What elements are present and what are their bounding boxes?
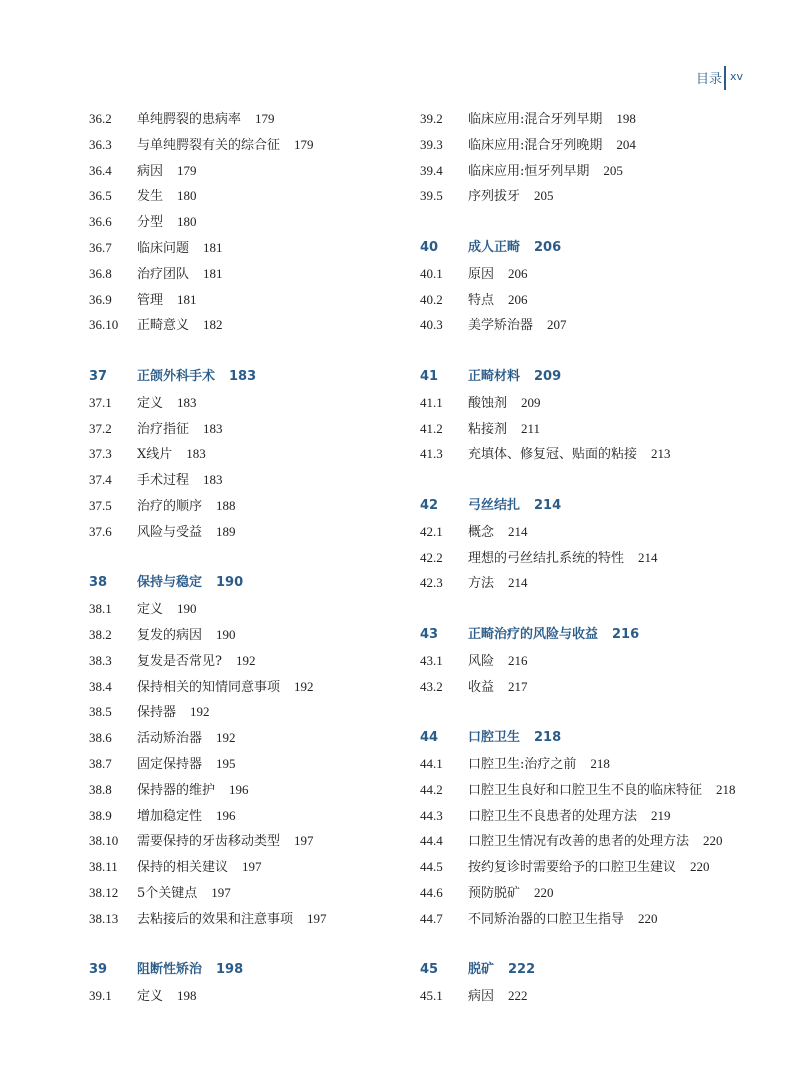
toc-entry-title: 临床应用:混合牙列晚期 bbox=[468, 137, 603, 153]
toc-entry[interactable] bbox=[420, 751, 750, 777]
toc-entry-page: 197 bbox=[211, 884, 231, 900]
toc-entry-page: 181 bbox=[203, 239, 223, 255]
toc-entry-number: 39.2 bbox=[420, 111, 443, 126]
toc-entry-page: 206 bbox=[534, 239, 562, 255]
toc-entry-title: 单纯腭裂的患病率 bbox=[137, 112, 242, 127]
toc-chapter-heading[interactable] bbox=[420, 493, 750, 519]
toc-entry-page: 222 bbox=[508, 988, 528, 1004]
section-spacer bbox=[420, 699, 750, 725]
toc-entry-page: 211 bbox=[521, 420, 541, 436]
toc-chapter-heading[interactable] bbox=[420, 622, 750, 648]
toc-entry-number: 40.2 bbox=[420, 291, 443, 307]
toc-entry-page: 190 bbox=[216, 626, 236, 642]
toc-entry-title: 收益 bbox=[468, 679, 495, 695]
toc-entry-number: 36.4 bbox=[89, 162, 112, 178]
toc-entry-title: 弓丝结扎 bbox=[468, 497, 521, 513]
toc-entry[interactable] bbox=[420, 132, 750, 158]
toc-entry-page: 220 bbox=[703, 833, 723, 849]
toc-entry-number: 39.3 bbox=[420, 136, 443, 152]
toc-entry-page: 190 bbox=[216, 575, 244, 591]
toc-entry[interactable] bbox=[89, 803, 429, 829]
toc-entry[interactable] bbox=[420, 416, 750, 442]
toc-entry-number: 37 bbox=[89, 368, 108, 384]
toc-entry-number: 38.7 bbox=[89, 755, 112, 771]
toc-entry-number: 41.2 bbox=[420, 420, 443, 436]
toc-entry-number: 42.2 bbox=[420, 549, 443, 565]
running-header bbox=[0, 66, 800, 90]
toc-entry-number: 44.5 bbox=[420, 859, 443, 875]
toc-entry-page: 218 bbox=[716, 781, 736, 797]
toc-entry-title: 特点 bbox=[468, 292, 495, 308]
toc-entry[interactable] bbox=[89, 416, 429, 442]
section-spacer bbox=[420, 596, 750, 622]
section-spacer bbox=[89, 545, 429, 571]
toc-entry-title: 阻断性矫治 bbox=[137, 962, 203, 978]
toc-entry[interactable] bbox=[89, 854, 429, 880]
header-page-number: xv bbox=[730, 70, 744, 83]
toc-entry[interactable] bbox=[89, 312, 429, 338]
toc-entry[interactable] bbox=[89, 906, 429, 932]
toc-entry-number: 36.5 bbox=[89, 188, 112, 204]
toc-entry[interactable] bbox=[89, 209, 429, 235]
toc-entry-number: 37.5 bbox=[89, 497, 112, 513]
toc-entry-title: 风险与受益 bbox=[137, 524, 203, 540]
toc-entry-title: 需要保持的牙齿移动类型 bbox=[137, 834, 281, 850]
toc-entry-page: 183 bbox=[186, 446, 206, 462]
toc-entry-page: 217 bbox=[508, 678, 528, 694]
toc-entry-title: 临床问题 bbox=[137, 240, 190, 256]
toc-chapter-heading[interactable] bbox=[89, 957, 429, 983]
section-spacer bbox=[420, 932, 750, 958]
toc-entry-title: 不同矫治器的口腔卫生指导 bbox=[468, 911, 625, 927]
section-spacer bbox=[89, 932, 429, 958]
toc-entry-page: 207 bbox=[547, 317, 567, 333]
toc-entry-page: 220 bbox=[690, 859, 710, 875]
toc-entry[interactable] bbox=[89, 467, 429, 493]
toc-entry-title: 临床应用:混合牙列早期 bbox=[468, 112, 603, 127]
toc-entry-page: 181 bbox=[177, 291, 197, 307]
toc-entry-title: 序列拔牙 bbox=[468, 189, 521, 205]
toc-entry-number: 38.4 bbox=[89, 678, 112, 694]
toc-entry-page: 179 bbox=[177, 162, 197, 178]
header-divider bbox=[724, 66, 726, 90]
toc-chapter-heading[interactable] bbox=[89, 570, 429, 596]
toc-entry-page: 183 bbox=[229, 368, 257, 384]
toc-chapter-heading[interactable] bbox=[420, 957, 750, 983]
toc-entry-number: 41.1 bbox=[420, 394, 443, 410]
toc-entry-title: 正畸意义 bbox=[137, 318, 190, 334]
toc-entry-number: 42 bbox=[420, 497, 439, 513]
toc-entry-page: 222 bbox=[508, 962, 536, 978]
toc-entry-number: 36.10 bbox=[89, 317, 119, 333]
toc-entry-page: 179 bbox=[255, 111, 275, 126]
toc-entry[interactable] bbox=[89, 132, 429, 158]
toc-entry-page: 179 bbox=[294, 136, 314, 152]
toc-entry[interactable] bbox=[89, 596, 429, 622]
toc-entry[interactable] bbox=[420, 519, 750, 545]
toc-entry-page: 192 bbox=[235, 652, 256, 668]
toc-entry-number: 44 bbox=[420, 730, 439, 746]
toc-entry-number: 42.1 bbox=[420, 523, 443, 539]
toc-entry-page: 214 bbox=[508, 575, 528, 591]
toc-entry-title: 管理 bbox=[137, 292, 164, 308]
toc-entry-page: 218 bbox=[534, 730, 562, 746]
toc-chapter-heading[interactable] bbox=[420, 235, 750, 261]
toc-entry-title: 增加稳定性 bbox=[137, 808, 203, 824]
toc-entry-number: 41.3 bbox=[420, 446, 443, 462]
toc-entry-title: 治疗团队 bbox=[137, 266, 190, 282]
toc-entry[interactable] bbox=[89, 519, 429, 545]
toc-chapter-heading[interactable] bbox=[420, 364, 750, 390]
toc-entry-page: 196 bbox=[216, 807, 236, 823]
toc-entry[interactable] bbox=[89, 777, 429, 803]
toc-entry-page: 183 bbox=[203, 472, 223, 488]
toc-entry[interactable] bbox=[89, 287, 429, 313]
toc-entry-page: 183 bbox=[203, 420, 223, 436]
toc-entry-number: 39.4 bbox=[420, 162, 443, 178]
toc-entry-title: 概念 bbox=[468, 524, 495, 540]
toc-entry-number: 38.11 bbox=[89, 859, 118, 875]
toc-entry-title: 保持器的维护 bbox=[137, 782, 216, 798]
toc-entry-title: 正畸治疗的风险与收益 bbox=[468, 626, 599, 642]
toc-entry-page: 205 bbox=[603, 162, 623, 178]
toc-chapter-heading[interactable] bbox=[420, 725, 750, 751]
toc-entry-page: 197 bbox=[242, 859, 262, 875]
toc-entry-number: 38 bbox=[89, 575, 108, 591]
toc-entry[interactable] bbox=[89, 648, 429, 674]
toc-entry[interactable] bbox=[89, 261, 429, 287]
toc-entry-page: 192 bbox=[216, 730, 236, 746]
toc-entry[interactable] bbox=[89, 235, 429, 261]
toc-entry-number: 37.4 bbox=[89, 472, 112, 488]
toc-entry-title: 与单纯腭裂有关的综合征 bbox=[137, 137, 281, 153]
toc-entry-number: 39.1 bbox=[89, 988, 112, 1004]
toc-entry-title: 病因 bbox=[468, 989, 495, 1005]
toc-entry-number: 38.3 bbox=[89, 652, 112, 668]
toc-entry-page: 206 bbox=[508, 291, 528, 307]
toc-entry[interactable] bbox=[420, 545, 750, 571]
toc-entry[interactable] bbox=[420, 854, 750, 880]
toc-entry-page: 216 bbox=[508, 652, 528, 668]
toc-entry-number: 44.2 bbox=[420, 781, 443, 797]
toc-entry-page: 181 bbox=[203, 265, 223, 281]
section-spacer bbox=[420, 209, 750, 235]
toc-entry-title: 定义 bbox=[137, 989, 164, 1005]
toc-entry[interactable] bbox=[420, 674, 750, 700]
toc-entry-number: 36.9 bbox=[89, 291, 112, 307]
toc-entry-page: 197 bbox=[294, 833, 314, 849]
toc-entry[interactable] bbox=[89, 880, 429, 906]
toc-entry-number: 44.1 bbox=[420, 755, 443, 771]
section-spacer bbox=[420, 338, 750, 364]
toc-entry[interactable] bbox=[89, 106, 429, 132]
toc-entry[interactable] bbox=[420, 261, 750, 287]
toc-entry-page: 216 bbox=[612, 626, 640, 642]
toc-entry-title: 活动矫治器 bbox=[137, 731, 203, 747]
toc-entry-page: 220 bbox=[534, 884, 554, 900]
toc-entry-number: 38.9 bbox=[89, 807, 112, 823]
toc-entry-number: 40.3 bbox=[420, 317, 443, 333]
toc-entry-page: 206 bbox=[508, 265, 528, 281]
toc-entry-page: 204 bbox=[616, 136, 636, 152]
toc-entry-page: 183 bbox=[177, 394, 197, 410]
toc-entry-number: 40 bbox=[420, 239, 439, 255]
toc-entry-number: 38.8 bbox=[89, 781, 112, 797]
toc-entry[interactable] bbox=[420, 880, 750, 906]
toc-entry-number: 38.10 bbox=[89, 833, 119, 849]
toc-entry-number: 38.2 bbox=[89, 626, 112, 642]
toc-entry-title: 定义 bbox=[137, 602, 164, 618]
toc-entry-page: 190 bbox=[177, 601, 197, 617]
toc-entry-number: 39.5 bbox=[420, 188, 443, 204]
toc-entry-number: 37.2 bbox=[89, 420, 112, 436]
toc-entry-number: 36.6 bbox=[89, 214, 112, 230]
toc-entry-page: 214 bbox=[508, 523, 528, 539]
toc-entry-title: 酸蚀剂 bbox=[468, 395, 508, 411]
toc-entry-page: 214 bbox=[638, 549, 658, 565]
toc-entry-number: 38.6 bbox=[89, 730, 112, 746]
toc-entry-number: 43.2 bbox=[420, 678, 443, 694]
toc-entry-title: 固定保持器 bbox=[137, 756, 203, 772]
toc-entry-page: 198 bbox=[616, 111, 636, 126]
toc-entry-title: 分型 bbox=[137, 215, 164, 231]
toc-entry[interactable] bbox=[89, 699, 429, 725]
toc-entry-title: 复发是否常见? bbox=[137, 653, 222, 669]
toc-entry-title: 风险 bbox=[468, 653, 495, 669]
toc-entry-page: 205 bbox=[534, 188, 554, 204]
toc-entry-number: 45 bbox=[420, 962, 439, 978]
toc-entry-title: 保持的相关建议 bbox=[137, 860, 229, 876]
toc-entry-title: 成人正畸 bbox=[468, 239, 521, 255]
toc-entry[interactable] bbox=[89, 622, 429, 648]
toc-entry-title: 治疗的顺序 bbox=[137, 498, 203, 514]
toc-entry-title: 去粘接后的效果和注意事项 bbox=[137, 911, 294, 927]
toc-entry-number: 44.3 bbox=[420, 807, 443, 823]
toc-entry-number: 39 bbox=[89, 962, 108, 978]
toc-entry-page: 180 bbox=[177, 188, 197, 204]
toc-entry-page: 195 bbox=[216, 755, 236, 771]
toc-entry-number: 43 bbox=[420, 626, 439, 642]
toc-entry-page: 189 bbox=[216, 523, 236, 539]
toc-entry[interactable] bbox=[420, 158, 750, 184]
toc-entry-number: 44.7 bbox=[420, 910, 443, 926]
toc-entry-page: 198 bbox=[216, 962, 244, 978]
toc-entry-page: 198 bbox=[177, 988, 197, 1004]
toc-entry-number: 37.3 bbox=[89, 446, 112, 462]
toc-entry-page: 214 bbox=[534, 497, 562, 513]
toc-entry-number: 44.4 bbox=[420, 833, 443, 849]
toc-right-column bbox=[420, 106, 750, 1009]
toc-entry-title: 口腔卫生不良患者的处理方法 bbox=[468, 808, 638, 824]
toc-entry-title: X线片 bbox=[137, 447, 173, 463]
toc-entry-number: 36.8 bbox=[89, 265, 112, 281]
toc-entry[interactable] bbox=[89, 183, 429, 209]
toc-entry-title: 手术过程 bbox=[137, 473, 190, 489]
toc-entry[interactable] bbox=[420, 983, 750, 1009]
toc-entry-page: 192 bbox=[190, 704, 210, 720]
toc-entry-title: 口腔卫生 bbox=[468, 730, 521, 746]
toc-entry-title: 保持相关的知情同意事项 bbox=[137, 679, 281, 695]
toc-entry-page: 213 bbox=[651, 446, 671, 462]
toc-entry[interactable] bbox=[420, 828, 750, 854]
toc-entry-title: 5个关键点 bbox=[137, 885, 198, 901]
toc-entry-number: 40.1 bbox=[420, 265, 443, 281]
toc-entry-title: 正畸材料 bbox=[468, 368, 521, 384]
toc-entry-page: 220 bbox=[638, 910, 658, 926]
toc-entry[interactable] bbox=[89, 390, 429, 416]
toc-entry-number: 41 bbox=[420, 368, 439, 384]
toc-entry-title: 理想的弓丝结扎系统的特性 bbox=[468, 550, 625, 566]
toc-entry[interactable] bbox=[420, 106, 750, 132]
toc-entry-title: 按约复诊时需要给予的口腔卫生建议 bbox=[468, 860, 677, 876]
toc-entry[interactable] bbox=[420, 906, 750, 932]
toc-entry[interactable] bbox=[89, 725, 429, 751]
toc-entry[interactable] bbox=[89, 158, 429, 184]
toc-entry-page: 219 bbox=[651, 807, 671, 823]
toc-entry-title: 口腔卫生:治疗之前 bbox=[468, 756, 577, 772]
toc-entry-title: 正颌外科手术 bbox=[137, 368, 216, 384]
toc-entry-title: 美学矫治器 bbox=[468, 318, 534, 334]
toc-entry[interactable] bbox=[89, 441, 429, 467]
toc-entry-title: 原因 bbox=[468, 266, 495, 282]
toc-entry-number: 38.12 bbox=[89, 884, 119, 900]
toc-entry-title: 方法 bbox=[468, 576, 495, 592]
section-spacer bbox=[89, 338, 429, 364]
toc-entry-title: 预防脱矿 bbox=[468, 885, 521, 901]
toc-entry[interactable] bbox=[89, 983, 429, 1009]
toc-entry-title: 定义 bbox=[137, 395, 164, 411]
toc-entry-number: 36.3 bbox=[89, 136, 112, 152]
toc-entry[interactable] bbox=[420, 648, 750, 674]
toc-entry-title: 粘接剂 bbox=[468, 421, 508, 437]
toc-entry-number: 38.1 bbox=[89, 601, 112, 617]
toc-entry[interactable] bbox=[420, 441, 750, 467]
toc-entry-title: 发生 bbox=[137, 189, 164, 205]
toc-entry[interactable] bbox=[420, 390, 750, 416]
toc-entry-number: 45.1 bbox=[420, 988, 443, 1004]
toc-entry-number: 44.6 bbox=[420, 884, 443, 900]
toc-chapter-heading[interactable] bbox=[89, 364, 429, 390]
toc-entry-number: 37.1 bbox=[89, 394, 112, 410]
toc-entry-title: 口腔卫生情况有改善的患者的处理方法 bbox=[468, 834, 690, 850]
toc-entry-number: 43.1 bbox=[420, 652, 443, 668]
toc-entry-title: 保持器 bbox=[137, 705, 177, 721]
toc-entry-title: 治疗指征 bbox=[137, 421, 190, 437]
toc-entry[interactable] bbox=[420, 570, 750, 596]
header-title: 目录 bbox=[695, 72, 722, 87]
toc-entry-page: 196 bbox=[229, 781, 249, 797]
toc-entry-title: 复发的病因 bbox=[137, 627, 203, 643]
toc-entry-number: 36.2 bbox=[89, 111, 112, 126]
toc-entry[interactable] bbox=[420, 183, 750, 209]
toc-entry-page: 209 bbox=[534, 368, 562, 384]
toc-entry-title: 临床应用:恒牙列早期 bbox=[468, 163, 590, 179]
toc-entry[interactable] bbox=[89, 674, 429, 700]
toc-entry-number: 38.13 bbox=[89, 910, 119, 926]
toc-entry-title: 病因 bbox=[137, 163, 164, 179]
toc-entry-title: 脱矿 bbox=[468, 962, 495, 978]
toc-entry-number: 42.3 bbox=[420, 575, 443, 591]
toc-entry[interactable] bbox=[420, 803, 750, 829]
toc-entry-page: 209 bbox=[521, 394, 541, 410]
toc-left-column bbox=[89, 106, 429, 1009]
toc-entry[interactable] bbox=[420, 777, 750, 803]
section-spacer bbox=[420, 467, 750, 493]
toc-entry-page: 192 bbox=[294, 678, 314, 694]
toc-entry-page: 188 bbox=[216, 497, 236, 513]
toc-entry[interactable] bbox=[420, 287, 750, 313]
toc-entry-number: 36.7 bbox=[89, 239, 112, 255]
toc-entry-number: 38.5 bbox=[89, 704, 112, 720]
toc-entry[interactable] bbox=[89, 751, 429, 777]
toc-entry-title: 口腔卫生良好和口腔卫生不良的临床特征 bbox=[468, 782, 703, 798]
toc-entry-page: 182 bbox=[203, 317, 223, 333]
toc-entry-title: 保持与稳定 bbox=[137, 575, 203, 591]
toc-entry-page: 218 bbox=[590, 755, 610, 771]
toc-entry-page: 197 bbox=[307, 910, 327, 926]
toc-entry-page: 180 bbox=[177, 214, 197, 230]
toc-entry[interactable] bbox=[420, 312, 750, 338]
toc-entry[interactable] bbox=[89, 828, 429, 854]
toc-entry-title: 充填体、修复冠、贴面的粘接 bbox=[468, 447, 638, 463]
toc-entry-number: 37.6 bbox=[89, 523, 112, 539]
toc-entry[interactable] bbox=[89, 493, 429, 519]
